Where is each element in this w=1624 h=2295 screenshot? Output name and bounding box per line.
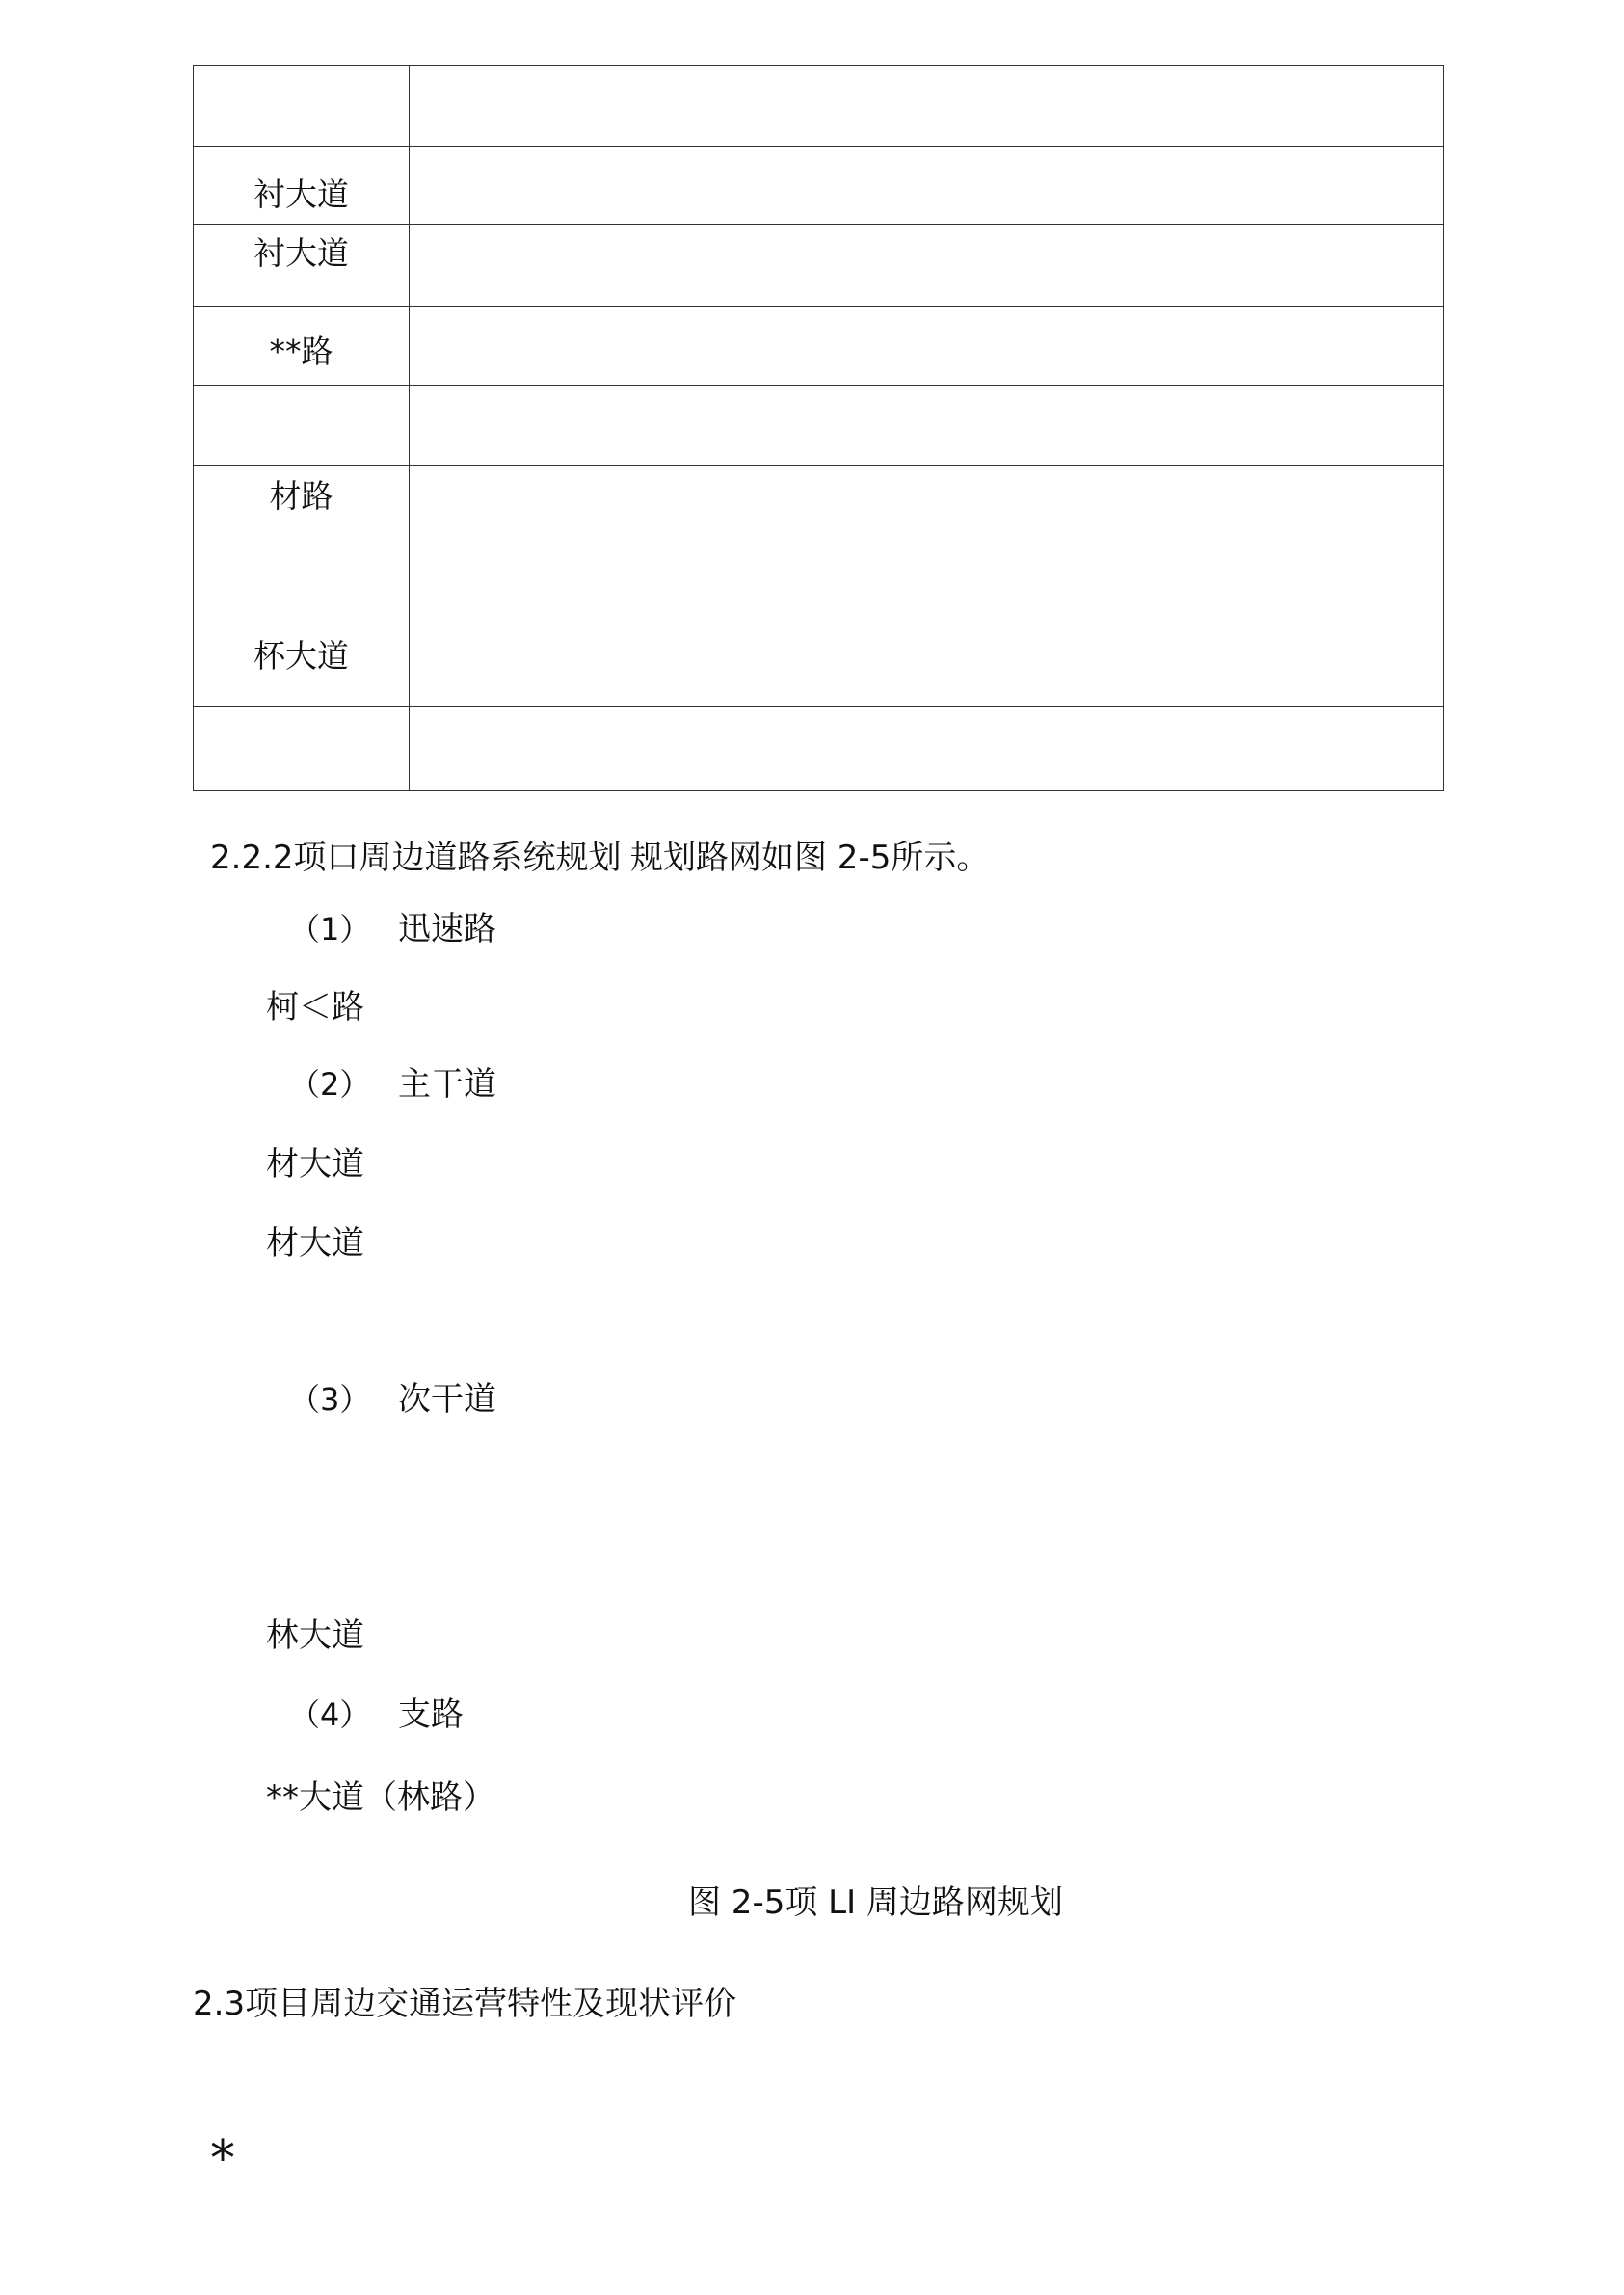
table-cell-desc [410,386,1444,466]
table-cell-name: 衬大道 [194,147,410,225]
road-name: 林大道 [266,1616,364,1655]
table-cell-desc [410,66,1444,147]
road-name: **大道（林路） [266,1778,495,1817]
list-item-label: 主干道 [398,1065,496,1104]
table-cell-name: 杯大道 [194,627,410,707]
list-item-number: （4） [289,1696,371,1733]
table-row [194,627,1444,707]
road-table [193,65,1444,791]
table-row [194,225,1444,307]
road-name: 材大道 [266,1224,364,1263]
list-item-label: 支路 [398,1695,464,1734]
list-item-number: （1） [289,911,371,947]
list-item-label: 次干道 [398,1380,496,1419]
table-cell-name: 材路 [194,466,410,547]
road-name: 材大道 [266,1145,364,1184]
table-row [194,386,1444,466]
table-cell-name [194,707,410,791]
table-cell-name: **路 [194,307,410,386]
section-intro: 规划路网如图 2-5所示。 [630,839,990,877]
table-cell-name [194,547,410,627]
table-cell-name [194,66,410,147]
table-cell-name [194,386,410,466]
table-row [194,307,1444,386]
list-item-label: 迅速路 [398,910,496,948]
table-row [194,547,1444,627]
asterisk-mark: * [210,2130,235,2188]
table-row [194,66,1444,147]
table-row [194,147,1444,225]
table-cell-desc [410,225,1444,307]
table-cell-desc [410,466,1444,547]
road-name: 柯＜路 [266,988,364,1027]
table-cell-desc [410,307,1444,386]
list-item-number: （3） [289,1381,371,1418]
table-cell-desc [410,707,1444,791]
table-cell-name: 衬大道 [194,225,410,307]
section-heading: 2.2.2项口周边道路系统规划 [210,839,622,877]
list-item-number: （2） [289,1066,371,1103]
table-cell-desc [410,547,1444,627]
figure-caption: 图 2-5项 LI 周边路网规划 [688,1883,1063,1922]
table-row [194,466,1444,547]
table-row [194,707,1444,791]
table-cell-desc [410,147,1444,225]
section-heading: 2.3项目周边交通运营特性及现状评价 [193,1985,737,2023]
table-cell-desc [410,627,1444,707]
